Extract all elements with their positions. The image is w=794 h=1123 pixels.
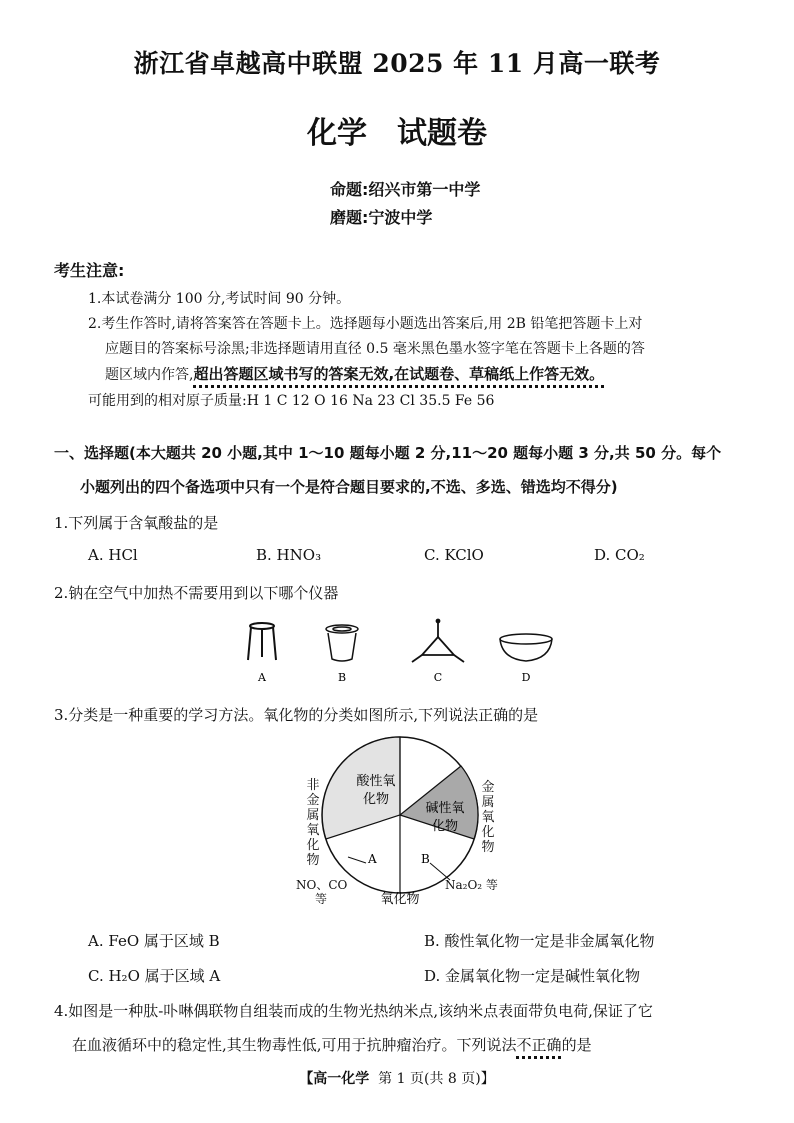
q4-stem-line-1: 4.如图是一种肽-卟啉偶联物自组装而成的生物光热纳米点,该纳米点表面带负电荷,保证了它 (54, 1002, 653, 1020)
q3-stem: 3.分类是一种重要的学习方法。氧化物的分类如图所示,下列说法正确的是 (54, 706, 539, 724)
evaporating-dish-icon (500, 634, 552, 661)
q1-option-a: A. HCl (88, 546, 138, 564)
crucible-icon (326, 625, 358, 661)
q1-option-c: C. KClO (424, 546, 484, 564)
q3-option-d: D. 金属氧化物一定是碱性氧化物 (424, 967, 641, 985)
metal-oxide-label: 金属氧化物 (481, 780, 495, 855)
q2-apparatus-figure (240, 615, 560, 690)
q2-label-c: C (433, 671, 443, 684)
q1-stem: 1.下列属于含氧酸盐的是 (54, 514, 219, 532)
q3-option-c: C. H₂O 属于区域 A (88, 967, 221, 985)
setter-line: 命题:绍兴市第一中学 (330, 180, 481, 199)
q2-label-a: A (258, 671, 266, 684)
tripod-icon (248, 623, 276, 660)
q3-option-b: B. 酸性氧化物一定是非金属氧化物 (424, 932, 655, 950)
section-1-instructions-line-2: 小题列出的四个备选项中只有一个是符合题目要求的,不选、多选、错选均不得分) (80, 478, 618, 496)
basic-label-2: 化物 (431, 819, 459, 834)
footer-page: 第 1 页(共 8 页)】 (378, 1071, 495, 1087)
section-1-instructions-line-1: 一、选择题(本大题共 20 小题,其中 1～10 题每小题 2 分,11～20 题每小题 3 分,共 50 分。每个 (54, 444, 722, 462)
notice-item-1: 1.本试卷满分 100 分,考试时间 90 分钟。 (88, 291, 351, 307)
notice-heading: 考生注意: (54, 261, 125, 280)
region-a-label: A (368, 852, 377, 866)
q2-stem: 2.钠在空气中加热不需要用到以下哪个仪器 (54, 584, 339, 602)
region-b-label: B (421, 852, 430, 866)
notice-item-2-line-2: 应题目的答案标号涂黑;非选择题请用直径 0.5 毫米黑色墨水签字笔在答题卡上各题的答 (105, 341, 645, 357)
q4-emphasis: 不正确 (516, 1036, 562, 1054)
atomic-masses: 可能用到的相对原子质量:H 1 C 12 O 16 Na 23 Cl 35.5 Fe 56 (88, 393, 495, 409)
acidic-label-1: 酸性氧 (356, 774, 396, 789)
footer-course: 【高一化学 (299, 1071, 370, 1087)
paper-title (0, 108, 794, 152)
notice-item-2-line-1: 2.考生作答时,请将答案答在答题卡上。选择题每小题选出答案后,用 2B 铅笔把答题卡上对 (88, 316, 643, 332)
q2-label-b: B (337, 671, 347, 684)
notice-emphasis: 超出答题区域书写的答案无效,在试题卷、草稿纸上作答无效。 (193, 365, 605, 383)
q4-stem-line-2-c: 的是 (561, 1036, 592, 1054)
page-footer (0, 1068, 794, 1088)
region-b-example: Na₂O₂ 等 (445, 878, 498, 892)
acidic-label-2: 化物 (362, 792, 390, 807)
region-a-example-suffix: 等 (315, 892, 328, 906)
notice-item-2-line-3-plain: 题区域内作答, (105, 367, 194, 383)
basic-label-1: 碱性氧 (425, 801, 465, 816)
reviewer-line: 磨题:宁波中学 (330, 208, 433, 227)
q1-option-d: D. CO₂ (594, 546, 645, 564)
oxide-bottom-label: 氧化物 (380, 892, 420, 907)
q3-option-a: A. FeO 属于区域 B (88, 932, 220, 950)
q1-option-b: B. HNO₃ (256, 546, 322, 564)
nonmetal-oxide-label: 非金属氧化物 (306, 778, 320, 868)
q4-stem-line-2-a: 在血液循环中的稳定性,其生物毒性低,可用于抗肿瘤治疗。下列说法 (72, 1036, 517, 1054)
q4-stem-line-2 (72, 1034, 592, 1055)
notice-item-2-line-3 (105, 363, 604, 384)
q2-label-d: D (521, 671, 531, 684)
subject-label: 化学 (307, 116, 367, 151)
region-a-example: NO、CO (296, 878, 348, 892)
exam-title: 浙江省卓越高中联盟 2025 年 11 月高一联考 (133, 49, 661, 78)
paper-label: 试题卷 (397, 116, 487, 151)
clay-triangle-icon (412, 620, 464, 663)
